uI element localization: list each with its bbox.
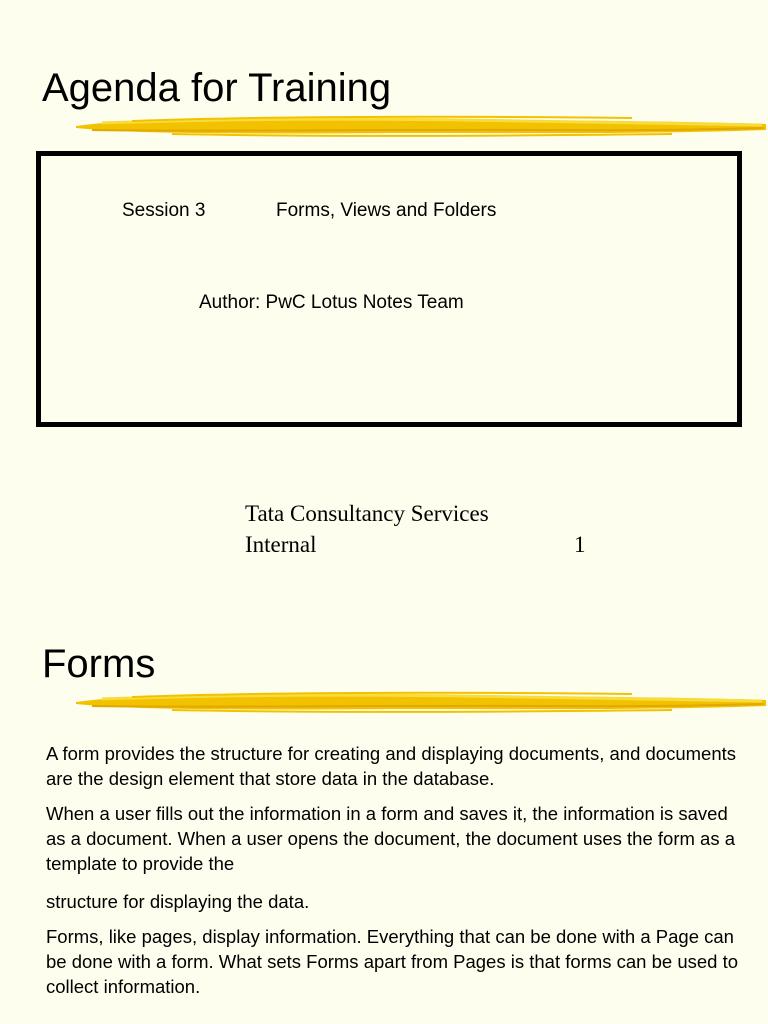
session-title: Forms, Views and Folders — [276, 200, 497, 221]
yellow-brush-underline — [72, 688, 768, 716]
page-number: 1 — [574, 532, 586, 557]
agenda-box — [36, 151, 742, 427]
yellow-brush-underline — [72, 112, 768, 140]
slide-title-forms: Forms — [42, 642, 156, 686]
forms-paragraph-2-continued: structure for displaying the data. — [46, 891, 310, 912]
session-label: Session 3 — [122, 200, 206, 221]
author-line: Author: PwC Lotus Notes Team — [199, 292, 464, 313]
forms-paragraph-1: A form provides the structure for creating and displaying documents, and documents are the design element that store data in the database. — [46, 743, 737, 789]
forms-paragraph-3: Forms, like pages, display information. Everything that can be done with a Page can be done with a form. What sets Forms apart from Pages is that forms can be used to collect information. — [46, 926, 738, 997]
footer-classification: Internal — [245, 532, 317, 557]
slide-title-agenda: Agenda for Training — [42, 66, 392, 110]
footer-company: Tata Consultancy Services — [245, 501, 489, 526]
forms-paragraph-2: When a user fills out the information in a form and saves it, the information is saved as a document. When a user opens the document, the document uses the form as a template to provide the — [46, 803, 736, 874]
